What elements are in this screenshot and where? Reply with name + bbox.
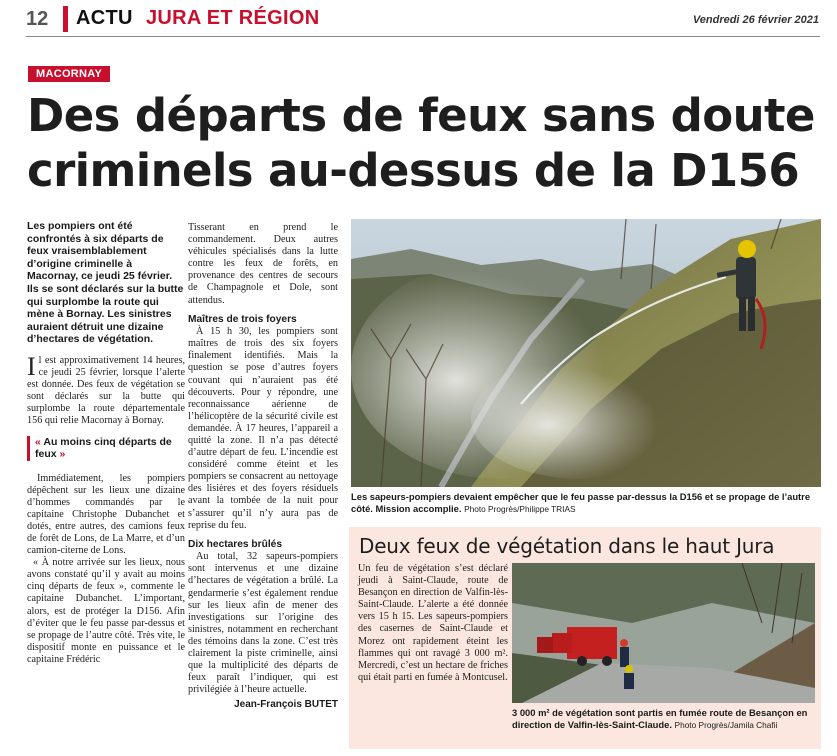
quote-open: «: [35, 435, 44, 448]
sidebar-box: [349, 527, 821, 749]
section-prefix: ACTU: [76, 7, 133, 29]
header-divider: [26, 36, 820, 37]
fire-truck-photo: [512, 563, 815, 703]
box-title: Deux feux de végétation dans le haut Jura: [359, 534, 775, 558]
article-paragraph: À 15 h 30, les pompiers sont maîtres de trois des six foyers finalement identifiés. Mais la question se pose d’autres foyers couvant qui n’auraient pas été découverts. Pour y répondre, une reconnaissance aérienne de l’hélicoptère de la sécurité civile est demandée. À 17 heures, l’appareil a quitté la zone. Il n’a pas détecté d’autre départ de feu. L’incendie est considéré comme éteint et les pompiers se consacrent au nettoyage des lisières et des foyers résiduels avant la tombée de la nuit pour s’assurer qu’il n’y aura pas de reprise du feu.: [188, 326, 338, 531]
photo-caption: [351, 491, 821, 515]
article-paragraph: Immédiatement, les pompiers dépêchent sur les lieux une dizaine d’hommes commandés par le capitaine Christophe Dubanchet et dotés, entre autres, des camions feux de forêt de Lons, de La Marre, et d’un camion-citerne de Lons.: [27, 472, 185, 557]
page-number: 12: [26, 8, 49, 30]
section-region: JURA ET RÉGION: [146, 7, 320, 29]
subheading: Dix hectares brûlés: [188, 538, 282, 550]
article-paragraph: Au total, 32 sapeurs-pompiers sont intervenus et une dizaine d’hectares de végétation a brûlé. La gendarmerie s’est également rendue sur les lieux afin de mener des investigations sur l’origine des sinistres, notamment en recherchant des témoins dans la zone. C’est très clairement la piste criminelle, ainsi que la multiplicité des départs de feux paraît l’indiquer, qui est privilégiée à l’heure actuelle.: [188, 551, 338, 696]
article-paragraph: Tisserant en prend le commandement. Deux autres véhicules spécialisés dans la lutte contre les feux de forêts, en provenance des centres de secours de Champagnole et Dole, sont attendus.: [188, 222, 338, 306]
article-column-2: [188, 222, 338, 710]
page-header: [0, 0, 837, 40]
drop-cap: I: [27, 351, 36, 381]
byline: Jean-François BUTET: [234, 699, 338, 711]
header-accent-bar: [63, 6, 68, 32]
article-paragraph: « À notre arrivée sur les lieux, nous avons constaté qu’il y avait au moins cinq départs de feux », commente le capitaine Dubanchet. L’important, alors, est de protéger la D156. Afin d’éviter que le feu passe par-dessus et se propage de l’autre côté. Très vite, le dispositif monte en puissance et le capitaine Frédéric: [27, 557, 185, 665]
article-lead: Les pompiers ont été confrontés à six départs de feux vraisemblablement d’origine criminelle à Macornay, ce jeudi 25 février. Ils se sont déclarés sur la butte qui surplombe la route qui mène à Bornay. Les sinistres auraient détruit une dizaine d’hectares de végétation.: [27, 220, 184, 346]
article-headline: Des départs de feux sans doute criminels au-dessus de la D156: [27, 89, 815, 197]
article-column-1: [27, 220, 185, 666]
article-photo: [351, 219, 821, 487]
issue-date: Vendredi 26 février 2021: [692, 14, 819, 26]
box-caption-text: 3 000 m² de végétation sont partis en fumée route de Besançon en direction de Valfin-lès-Saint-Claude.: [512, 707, 808, 730]
quote-close: »: [56, 448, 66, 460]
article-kicker: MACORNAY: [28, 66, 110, 82]
article-paragraph: [27, 351, 185, 428]
box-photo: [512, 563, 815, 703]
box-photo-credit: Photo Progrès/Jamila Chafii: [674, 720, 778, 730]
box-photo-caption: [512, 707, 817, 731]
photo-credit: Photo Progrès/Philippe TRIAS: [464, 504, 576, 514]
firefighter-photo: [351, 219, 821, 487]
subheading: Maîtres de trois foyers: [188, 313, 297, 325]
intertitle-text: Au moins cinq départs de feux: [35, 435, 172, 460]
intertitle: [27, 436, 185, 461]
box-paragraph: Un feu de végétation s’est déclaré jeudi à Saint-Claude, route de Besançon en direction de Valfin-lès-Saint-Claude. L’alerte a été donnée vers 15 h 15. Les sapeurs-pompiers des casernes de Saint-Claude et Morez ont rapidement éteint les flammes qui ont ravagé 3 000 m². Mercredi, c’est un hectare de friches qui était parti en fumée à Montcusel.: [358, 563, 508, 683]
paragraph-text: l est approximativement 14 heures, ce jeudi 25 février, lorsque l’alerte est donnée. Des feux de végétation se sont déclarés sur la butte qui surplombe la route départementale 156 qui relie Macornay à Bornay.: [27, 354, 185, 427]
caption-text: Les sapeurs-pompiers devaient empêcher que le feu passe par-dessus la D156 et se propage de l’autre côté. Mission accomplie.: [351, 491, 811, 514]
